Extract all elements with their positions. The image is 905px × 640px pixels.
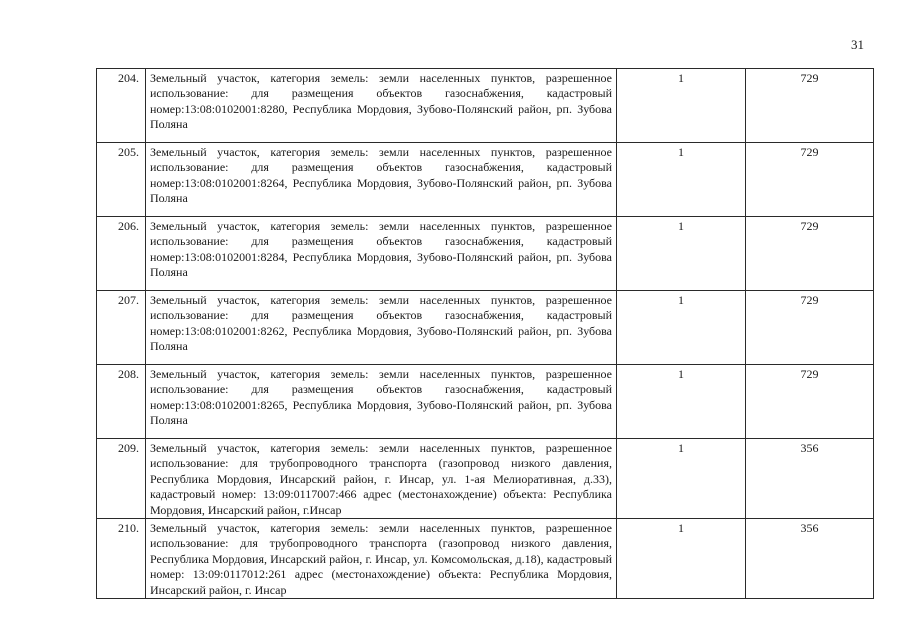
table-row	[97, 217, 874, 291]
table-row	[97, 439, 874, 519]
table-row	[97, 143, 874, 217]
row-number: 207.	[97, 291, 146, 365]
page-number: 31	[851, 37, 864, 52]
property-table	[96, 68, 874, 599]
row-value: 729	[746, 69, 874, 143]
table-row	[97, 519, 874, 599]
row-number: 210.	[97, 519, 146, 599]
row-number: 205.	[97, 143, 146, 217]
row-number: 204.	[97, 69, 146, 143]
row-quantity: 1	[617, 291, 746, 365]
row-quantity: 1	[617, 143, 746, 217]
row-quantity: 1	[617, 439, 746, 519]
row-quantity: 1	[617, 365, 746, 439]
row-value: 729	[746, 291, 874, 365]
row-description: Земельный участок, категория земель: земли населенных пунктов, разрешенное использование: для размещения объектов газоснабжения, кадастровый номер:13:08:0102001:8280, Республика Мордовия, Зубово-Полянский район, рп. Зубова Поляна	[146, 69, 617, 143]
row-description: Земельный участок, категория земель: земли населенных пунктов, разрешенное использование: для размещения объектов газоснабжения, кадастровый номер:13:08:0102001:8262, Республика Мордовия, Зубово-Полянский район, рп. Зубова Поляна	[146, 291, 617, 365]
row-description: Земельный участок, категория земель: земли населенных пунктов, разрешенное использование: для трубопроводного транспорта (газопровод низкого давления, Республика Мордовия, Инсарский район, г. Инсар, ул. 1-ая Мелиоративная, д.33), кадастровый номер: 13:09:0117007:466 адрес (местонахождение) объекта: Республика Мордовия, Инсарский район, г.Инсар	[146, 439, 617, 519]
row-number: 209.	[97, 439, 146, 519]
row-value: 356	[746, 439, 874, 519]
table-row	[97, 69, 874, 143]
row-description: Земельный участок, категория земель: земли населенных пунктов, разрешенное использование: для трубопроводного транспорта (газопровод низкого давления, Республика Мордовия, Инсарский район, г. Инсар, ул. Комсомольская, д.18), кадастровый номер: 13:09:0117012:261 адрес (местонахождение) объекта: Республика Мордовия, Инсарский район, г. Инсар	[146, 519, 617, 599]
row-quantity: 1	[617, 217, 746, 291]
row-quantity: 1	[617, 519, 746, 599]
table-row	[97, 291, 874, 365]
row-value: 729	[746, 365, 874, 439]
row-value: 729	[746, 217, 874, 291]
row-number: 206.	[97, 217, 146, 291]
row-value: 729	[746, 143, 874, 217]
row-quantity: 1	[617, 69, 746, 143]
row-value: 356	[746, 519, 874, 599]
row-number: 208.	[97, 365, 146, 439]
row-description: Земельный участок, категория земель: земли населенных пунктов, разрешенное использование: для размещения объектов газоснабжения, кадастровый номер:13:08:0102001:8265, Республика Мордовия, Зубово-Полянский район, рп. Зубова Поляна	[146, 365, 617, 439]
table-row	[97, 365, 874, 439]
row-description: Земельный участок, категория земель: земли населенных пунктов, разрешенное использование: для размещения объектов газоснабжения, кадастровый номер:13:08:0102001:8284, Республика Мордовия, Зубово-Полянский район, рп. Зубова Поляна	[146, 217, 617, 291]
row-description: Земельный участок, категория земель: земли населенных пунктов, разрешенное использование: для размещения объектов газоснабжения, кадастровый номер:13:08:0102001:8264, Республика Мордовия, Зубово-Полянский район, рп. Зубова Поляна	[146, 143, 617, 217]
